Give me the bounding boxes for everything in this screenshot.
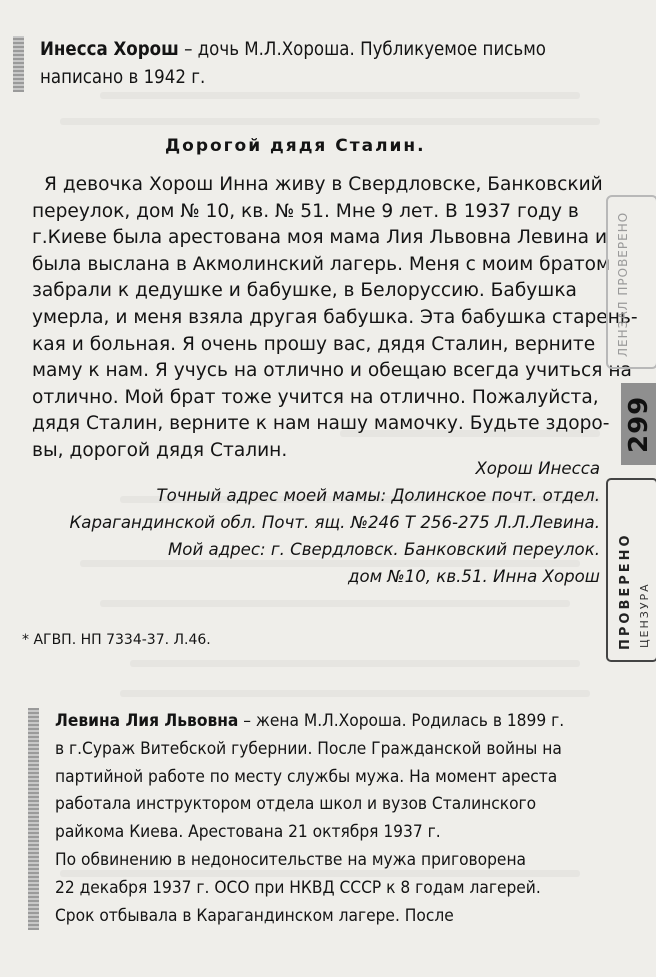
address-line: дом №10, кв.51. Инна Хорош [347,567,600,586]
letter-line: Я девочка Хорош Инна живу в Свердловске, Банковский [44,174,603,195]
bio-line1: – жена М.Л.Хороша. Родилась в 1899 г. [238,711,565,731]
faded-margin-stamp [606,195,656,369]
letter-line: переулок, дом № 10, кв. № 51. Мне 9 лет. В 1937 году в [32,200,579,222]
letter-line: дядя Сталин, верните к нам нашу мамочку. Будьте здоро- [32,413,610,435]
address-line: Карагандинской обл. Почт. ящ. №246 Т 256-275 Л.Л.Левина. [69,513,600,532]
bio-paragraph [28,708,615,930]
bio-name: Левина Лия Львовна [55,711,239,731]
page-number: 299 [624,395,654,453]
letter-line: была выслана в Акмолинский лагерь. Меня с моим братом [32,253,611,275]
letter-line: кая и больная. Я очень прошу вас, дядя Сталин, верните [32,333,596,355]
letter-line: отлично. Мой брат тоже учится на отлично. Пожалуйста, [32,386,599,408]
archive-footnote: * АГВП. НП 7334-37. Л.46. [22,632,211,648]
faded-stamp-text: ЛЕНЗАЛ ПРОВЕРЕНО [616,211,630,357]
intro-line1: – дочь М.Л.Хороша. Публикуемое письмо [178,39,546,60]
intro-line2: написано в 1942 г. [40,67,206,88]
bio-line: райкома Киева. Арестована 21 октября 1937 г. [55,822,441,843]
bio-line: партийной работе по месту службы мужа. На момент ареста [55,766,558,787]
bio-line: По обвинению в недоносительстве на мужа приговорена [55,849,527,870]
signature-block [70,455,600,590]
bio-line: 22 декабря 1937 г. ОСО при НКВД СССР к 8 годам лагерей. [55,877,541,898]
letter-line: вы, дорогой дядя Сталин. [32,439,288,461]
page-number-tab [621,383,656,465]
intro-side-bar [13,36,24,92]
address-line: Мой адрес: г. Свердловск. Банковский переулок. [167,540,600,559]
bio-side-bar [28,708,39,930]
bio-line: Срок отбывала в Карагандинском лагере. После [55,905,454,926]
bio-line: работала инструктором отдела школ и вузов Сталинского [55,794,537,815]
bio-line: в г.Сураж Витебской губернии. После Гражданской войны на [55,738,562,759]
letter-title: Дорогой дядя Сталин. [165,136,426,156]
address-line: Точный адрес моей мамы: Долинское почт. отдел. [156,486,600,505]
censorship-stamp-line1: ПРОВЕРЕНО [618,532,633,650]
censorship-stamp [606,478,656,662]
letter-line: маму к нам. Я учусь на отлично и обещаю всегда учиться на [32,360,632,382]
letter-line: забрали к дедушке и бабушке, в Белоруссию. Бабушка [32,280,577,302]
intro-name: Инесса Хорош [40,39,179,60]
letter-line: умерла, и меня взяла другая бабушка. Эта бабушка старень- [32,306,638,328]
letter-line: г.Киеве была арестована моя мама Лия Львовна Левина и [32,227,608,249]
intro-paragraph [13,36,600,92]
letter-signature: Хорош Инесса [475,459,600,478]
censorship-stamp-line2: ЦЕНЗУРА [638,582,651,648]
